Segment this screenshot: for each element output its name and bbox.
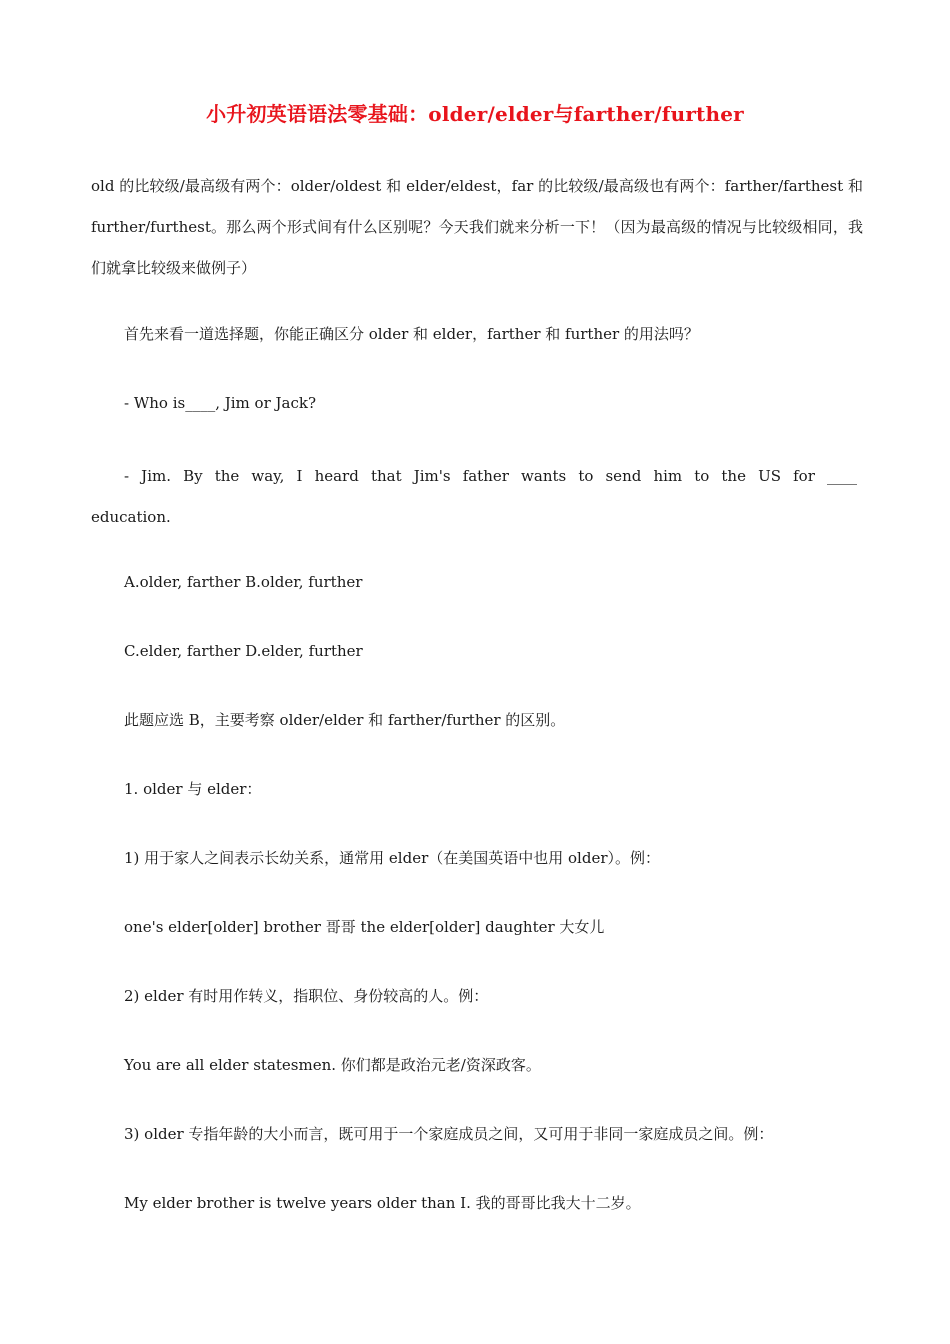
point-3: 3) older 专指年龄的大小而言，既可用于一个家庭成员之间，又可用于非同一家庭成员之间。例： (124, 1125, 774, 1143)
section-heading: 1. older 与 elder： (124, 780, 262, 798)
document-title: 小升初英语语法零基础：older/elder与farther/further (206, 102, 744, 126)
answer-options-cd: C.elder, farther D.elder, further (124, 642, 363, 660)
example-2: You are all elder statesmen. 你们都是政治元老/资深政客。 (124, 1056, 541, 1074)
example-3: My elder brother is twelve years older than I. 我的哥哥比我大十二岁。 (124, 1194, 641, 1212)
point-1: 1) 用于家人之间表示长幼关系，通常用 elder（在美国英语中也用 older）。例： (124, 849, 661, 867)
point-2: 2) elder 有时用作转义，指职位、身份较高的人。例： (124, 987, 489, 1005)
example-1: one's elder[older] brother 哥哥 the elder[older] daughter 大女儿 (124, 918, 605, 936)
question-intro: 首先来看一道选择题，你能正确区分 older 和 elder，farther 和 further 的用法吗？ (124, 325, 699, 343)
answer-explanation: 此题应选 B，主要考察 older/elder 和 farther/further 的区别。 (124, 711, 566, 729)
intro-paragraph: old 的比较级/最高级有两个：older/oldest 和 elder/eldest，far 的比较级/最高级也有两个：farther/farthest 和 further/furthest。那么两个形式间有什么区别呢？今天我们就来分析一下！（因为最高级的情况与比较级相同，我们就拿比较级来做例子） (91, 177, 863, 277)
dialog-line-b: - Jim. By the way, I heard that Jim's father wants to send him to the US for ____ education. (91, 467, 857, 526)
dialog-line-a: - Who is____, Jim or Jack? (124, 394, 317, 412)
answer-options-ab: A.older, farther B.older, further (124, 573, 363, 591)
